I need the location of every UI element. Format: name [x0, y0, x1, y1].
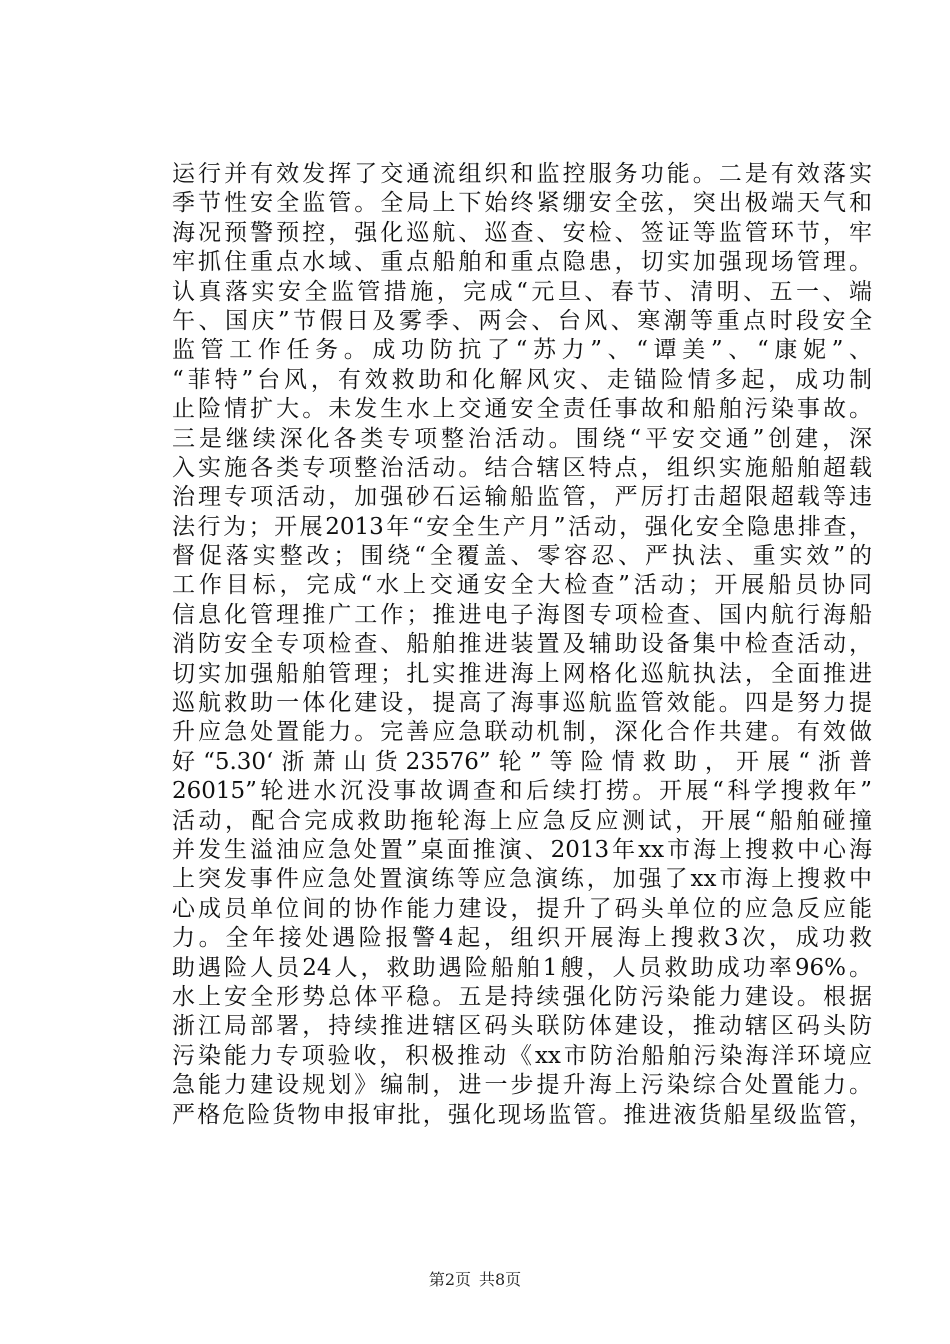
text-line: 信息化管理推广工作；推进电子海图专项检查、国内航行海船 [172, 601, 872, 628]
text-line: 升应急处置能力。完善应急联动机制，深化合作共建。有效做 [172, 719, 872, 746]
text-line: 力。全年接处遇险报警4起，组织开展海上搜救3次，成功救 [172, 925, 872, 952]
text-line: 季节性安全监管。全局上下始终紧绷安全弦，突出极端天气和 [172, 190, 872, 217]
page-footer [0, 1270, 950, 1290]
text-line: 工作目标，完成“水上交通安全大检查”活动；开展船员协同 [172, 572, 872, 599]
text-line: 并发生溢油应急处置”桌面推演、2013年xx市海上搜救中心海 [172, 836, 872, 863]
text-line: 切实加强船舶管理；扎实推进海上网格化巡航执法，全面推进 [172, 660, 872, 687]
text-line: 活动，配合完成救助拖轮海上应急反应测试，开展“船舶碰撞 [172, 807, 872, 834]
text-line: 午、国庆”节假日及雾季、两会、台风、寒潮等重点时段安全 [172, 307, 872, 334]
text-line: 消防安全专项检查、船舶推进装置及辅助设备集中检查活动， [172, 631, 872, 658]
page-number: 第2页 [428, 1270, 471, 1289]
text-line: 巡航救助一体化建设，提高了海事巡航监管效能。四是努力提 [172, 690, 872, 717]
text-line: 牢抓住重点水域、重点船舶和重点隐患，切实加强现场管理。 [172, 249, 872, 276]
text-line: “菲特”台风，有效救助和化解风灾、走锚险情多起，成功制 [172, 366, 872, 393]
text-line: 助遇险人员24人，救助遇险船舶1艘，人员救助成功率96%。 [172, 954, 872, 981]
text-line: 上突发事件应急处置演练等应急演练，加强了xx市海上搜救中 [172, 866, 872, 893]
text-line: 督促落实整改；围绕“全覆盖、零容忍、严执法、重实效”的 [172, 543, 872, 570]
text-line: 好“5.30‘浙萧山货23576”轮”等险情救助，开展“浙普 [172, 748, 872, 775]
text-line: 监管工作任务。成功防抗了“苏力”、“谭美”、“康妮”、 [172, 337, 872, 364]
text-line: 法行为；开展2013年“安全生产月”活动，强化安全隐患排查， [172, 513, 872, 540]
text-line: 入实施各类专项整治活动。结合辖区特点，组织实施船舶超载 [172, 454, 872, 481]
text-line: 止险情扩大。未发生水上交通安全责任事故和船舶污染事故。 [172, 396, 872, 423]
text-line: 污染能力专项验收，积极推动《xx市防治船舶污染海洋环境应 [172, 1042, 872, 1069]
text-line: 运行并有效发挥了交通流组织和监控服务功能。二是有效落实 [172, 161, 872, 187]
text-line: 三是继续深化各类专项整治活动。围绕“平安交通”创建，深 [172, 425, 872, 452]
text-line: 海况预警预控，强化巡航、巡查、安检、签证等监管环节，牢 [172, 219, 872, 246]
text-line: 心成员单位间的协作能力建设，提升了码头单位的应急反应能 [172, 895, 872, 922]
text-line: 浙江局部署，持续推进辖区码头联防体建设，推动辖区码头防 [172, 1013, 872, 1040]
text-line: 治理专项活动，加强砂石运输船监管，严厉打击超限超载等违 [172, 484, 872, 511]
text-line: 急能力建设规划》编制，进一步提升海上污染综合处置能力。 [172, 1072, 872, 1099]
text-line: 水上安全形势总体平稳。五是持续强化防污染能力建设。根据 [172, 983, 872, 1010]
body-text [172, 160, 872, 1130]
page-total: 共8页 [479, 1270, 522, 1289]
text-line: 26015”轮进水沉没事故调查和后续打捞。开展“科学搜救年” [172, 778, 872, 805]
text-line: 严格危险货物申报审批，强化现场监管。推进液货船星级监管， [172, 1101, 872, 1128]
text-line: 认真落实安全监管措施，完成“元旦、春节、清明、五一、端 [172, 278, 872, 305]
